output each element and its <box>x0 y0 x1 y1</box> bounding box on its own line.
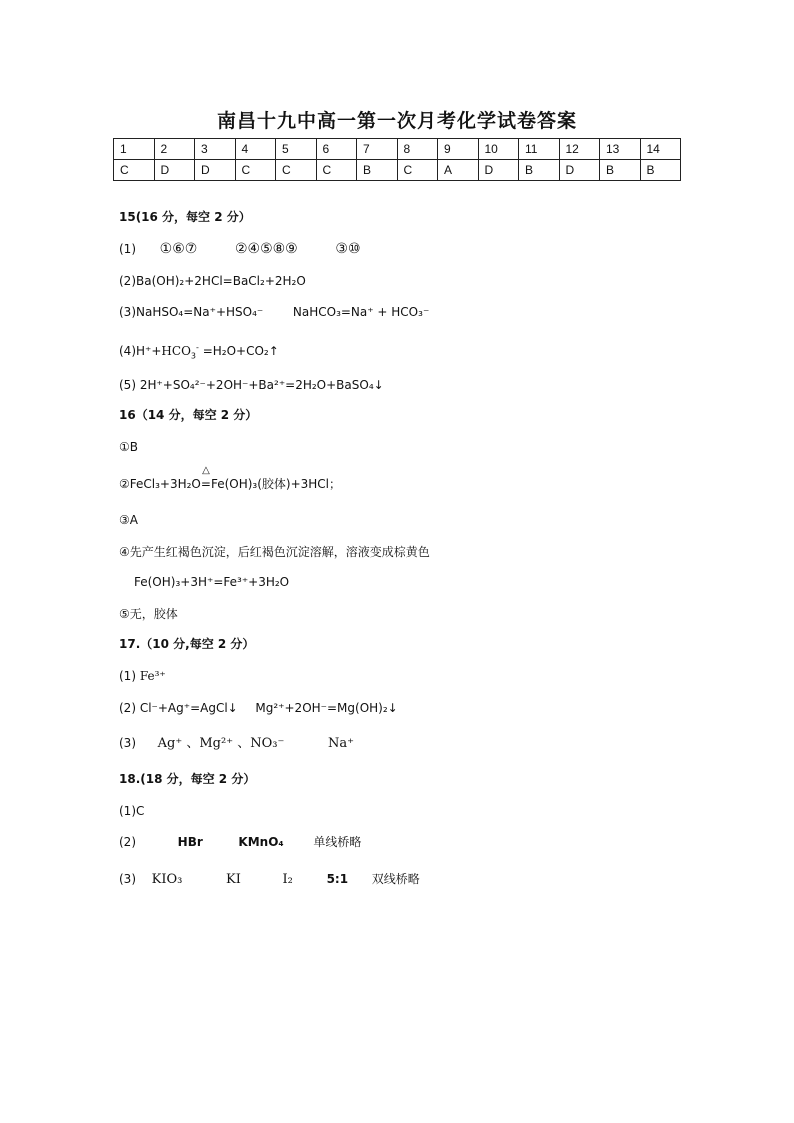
q15-part2: (2)Ba(OH)₂+2HCl=BaCl₂+2H₂O <box>119 274 306 288</box>
q15-part4-post: =H₂O+CO₂↑ <box>198 344 279 358</box>
answer-number-cell: 8 <box>397 139 438 160</box>
answer-number-row <box>114 139 681 160</box>
page-title: 南昌十九中高一第一次月考化学试卷答案 <box>216 110 577 132</box>
answer-number-cell: 5 <box>276 139 317 160</box>
q15-part1-answer-b: ②④⑤⑧⑨ <box>234 241 298 257</box>
q17-header: 17.（10 分,每空 2 分） <box>119 637 255 651</box>
answer-number-cell: 2 <box>154 139 195 160</box>
q15-part3-answer-b: NaHCO₃=Na⁺ + HCO₃⁻ <box>292 305 430 319</box>
q17-part2-answer-a: (2) Cl⁻+Ag⁺=AgCl↓ <box>119 701 238 715</box>
q16-answer3: ③A <box>119 513 138 527</box>
answer-number-cell: 11 <box>519 139 560 160</box>
answer-letter-cell: B <box>600 160 641 181</box>
answer-number-cell: 14 <box>640 139 681 160</box>
q18-part2-answer-a: HBr <box>177 835 203 849</box>
answer-number-cell: 1 <box>114 139 155 160</box>
answer-number-cell: 13 <box>600 139 641 160</box>
answer-letter-cell: C <box>397 160 438 181</box>
answer-number-cell: 3 <box>195 139 236 160</box>
q15-part4-sup: - <box>196 343 199 352</box>
q15-part3 <box>119 304 429 320</box>
q15-part1-answer-c: ③⑩ <box>335 241 361 257</box>
q15-part4 <box>119 340 279 364</box>
answer-letter-cell: D <box>478 160 519 181</box>
q16-answer1: ①B <box>119 440 138 454</box>
answer-letter-cell: D <box>559 160 600 181</box>
answer-number-cell: 4 <box>235 139 276 160</box>
q16-answer2-pre: ②FeCl₃+3H₂O <box>119 477 201 491</box>
q17-part3-label: (3) <box>119 736 136 750</box>
q18-header: 18.(18 分，每空 2 分） <box>119 772 256 786</box>
q17-part3-extra: Na⁺ <box>327 736 354 751</box>
q18-part2-answer-b: KMnO₄ <box>238 835 284 849</box>
answer-letter-cell: B <box>640 160 681 181</box>
answer-letter-cell: A <box>438 160 479 181</box>
q15-header: 15(16 分，每空 2 分） <box>119 210 251 224</box>
answer-number-cell: 10 <box>478 139 519 160</box>
q18-part3-answer-d: 5:1 <box>326 872 349 886</box>
q15-part1-answer-a: ①⑥⑦ <box>159 241 198 257</box>
q16-answer4-line1: ④先产生红褐色沉淀，后红褐色沉淀溶解，溶液变成棕黄色 <box>119 545 430 559</box>
delta-symbol: △ <box>202 465 210 476</box>
q18-part3-answer-b: KI <box>226 872 241 887</box>
answer-letter-cell: C <box>276 160 317 181</box>
q16-answer2 <box>119 465 342 492</box>
answer-number-cell: 7 <box>357 139 398 160</box>
q16-heat-equals <box>200 465 211 492</box>
answer-number-cell: 12 <box>559 139 600 160</box>
answer-letter-cell: B <box>519 160 560 181</box>
answer-letter-row <box>114 160 681 181</box>
q18-part2 <box>119 834 361 850</box>
q18-part1: (1)C <box>119 804 145 818</box>
q15-part1-label: (1) <box>119 242 136 256</box>
q17-part1-ion: Fe³⁺ <box>139 669 166 683</box>
answer-letter-cell: C <box>316 160 357 181</box>
q15-part1 <box>119 241 361 257</box>
q15-part5: (5) 2H⁺+SO₄²⁻+2OH⁻+Ba²⁺=2H₂O+BaSO₄↓ <box>119 378 384 392</box>
q17-part1 <box>119 668 166 684</box>
q17-part3-ions: Ag⁺ 、Mg²⁺ 、NO₃⁻ <box>157 736 285 751</box>
q18-part2-label: (2) <box>119 835 136 849</box>
answer-letter-cell: C <box>114 160 155 181</box>
q17-part1-label: (1) <box>119 669 136 683</box>
q15-part3-answer-a: (3)NaHSO₄=Na⁺+HSO₄⁻ <box>119 305 264 319</box>
q15-part4-hco: HCO <box>161 344 191 358</box>
q17-part3 <box>119 735 354 752</box>
answer-letter-cell: D <box>154 160 195 181</box>
q18-part3-answer-a: KIO₃ <box>151 872 183 887</box>
q16-header: 16（14 分，每空 2 分） <box>119 408 258 422</box>
q15-part4-sub: 3 <box>190 351 196 361</box>
answer-number-cell: 6 <box>316 139 357 160</box>
q18-part3 <box>119 871 420 888</box>
q16-answer4-line2: Fe(OH)₃+3H⁺=Fe³⁺+3H₂O <box>134 575 290 589</box>
answer-letter-cell: D <box>195 160 236 181</box>
q16-answer2-post: Fe(OH)₃(胶体)+3HCl； <box>210 477 342 491</box>
answer-letter-cell: C <box>235 160 276 181</box>
q18-part3-answer-c: I₂ <box>282 872 293 887</box>
q17-part2 <box>119 700 398 716</box>
q16-answer5: ⑤无，胶体 <box>119 607 178 621</box>
answer-table <box>113 138 681 181</box>
answer-letter-cell: B <box>357 160 398 181</box>
q17-part2-answer-b: Mg²⁺+2OH⁻=Mg(OH)₂↓ <box>255 701 398 715</box>
q18-part2-answer-c: 单线桥略 <box>313 835 362 849</box>
q16-equals: = <box>200 477 211 491</box>
q15-part4-pre: (4)H⁺+ <box>119 344 162 358</box>
q18-part3-label: (3) <box>119 872 136 886</box>
q18-part3-answer-e: 双线桥略 <box>371 872 420 886</box>
answer-number-cell: 9 <box>438 139 479 160</box>
